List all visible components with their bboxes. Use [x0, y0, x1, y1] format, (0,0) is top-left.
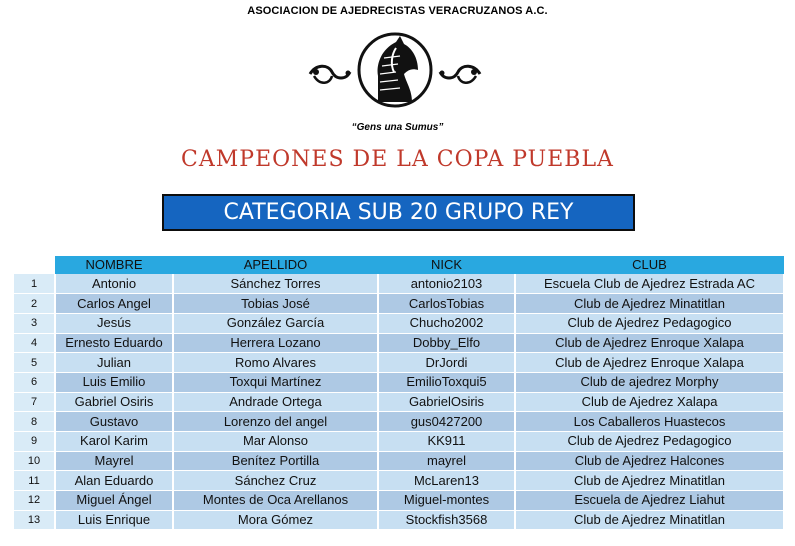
cell-nick: mayrel — [378, 451, 515, 471]
table-row — [14, 432, 784, 452]
cell-apellido: González García — [173, 313, 378, 333]
cell-nombre: Karol Karim — [55, 432, 173, 452]
cell-club: Club de Ajedrez Pedagogico — [515, 432, 784, 452]
cell-nombre: Carlos Angel — [55, 294, 173, 314]
cell-apellido: Toxqui Martínez — [173, 372, 378, 392]
table-row — [14, 491, 784, 511]
cell-club: Club de Ajedrez Minatitlan — [515, 294, 784, 314]
cell-nombre: Gustavo — [55, 412, 173, 432]
cell-nick: EmilioToxqui5 — [378, 372, 515, 392]
column-header-nombre: NOMBRE — [55, 256, 173, 274]
cell-apellido: Benítez Portilla — [173, 451, 378, 471]
logo-area — [300, 30, 490, 125]
column-header-club: CLUB — [515, 256, 784, 274]
cell-index: 13 — [14, 510, 55, 530]
table-row — [14, 451, 784, 471]
cell-nick: GabrielOsiris — [378, 392, 515, 412]
cell-nombre: Miguel Ángel — [55, 491, 173, 511]
cell-club: Escuela de Ajedrez Liahut — [515, 491, 784, 511]
category-banner: CATEGORIA SUB 20 GRUPO REY — [162, 194, 635, 231]
cell-nombre: Alan Eduardo — [55, 471, 173, 491]
page-title: CAMPEONES DE LA COPA PUEBLA — [181, 147, 614, 172]
cell-index: 4 — [14, 333, 55, 353]
cell-apellido: Mar Alonso — [173, 432, 378, 452]
cell-nombre: Julian — [55, 353, 173, 373]
cell-nick: CarlosTobias — [378, 294, 515, 314]
table-row — [14, 412, 784, 432]
cell-club: Club de Ajedrez Pedagogico — [515, 313, 784, 333]
cell-apellido: Tobias José — [173, 294, 378, 314]
cell-club: Escuela Club de Ajedrez Estrada AC — [515, 274, 784, 294]
cell-index: 5 — [14, 353, 55, 373]
cell-apellido: Mora Gómez — [173, 510, 378, 530]
cell-nombre: Jesús — [55, 313, 173, 333]
cell-apellido: Romo Alvares — [173, 353, 378, 373]
column-header-apellido: APELLIDO — [173, 256, 378, 274]
cell-nick: Chucho2002 — [378, 313, 515, 333]
cell-index: 2 — [14, 294, 55, 314]
organization-name: ASOCIACION DE AJEDRECISTAS VERACRUZANOS A.C. — [247, 5, 548, 17]
table-row — [14, 313, 784, 333]
cell-nombre: Ernesto Eduardo — [55, 333, 173, 353]
cell-nombre: Luis Enrique — [55, 510, 173, 530]
cell-nick: antonio2103 — [378, 274, 515, 294]
cell-nombre: Gabriel Osiris — [55, 392, 173, 412]
table-row — [14, 372, 784, 392]
table-row — [14, 274, 784, 294]
cell-nombre: Mayrel — [55, 451, 173, 471]
cell-apellido: Herrera Lozano — [173, 333, 378, 353]
cell-index: 6 — [14, 372, 55, 392]
cell-index: 1 — [14, 274, 55, 294]
cell-index: 9 — [14, 432, 55, 452]
table-header-row — [14, 256, 784, 274]
cell-index: 10 — [14, 451, 55, 471]
cell-nick: Stockfish3568 — [378, 510, 515, 530]
cell-index: 7 — [14, 392, 55, 412]
cell-apellido: Andrade Ortega — [173, 392, 378, 412]
cell-nombre: Luis Emilio — [55, 372, 173, 392]
cell-nick: gus0427200 — [378, 412, 515, 432]
cell-club: Club de Ajedrez Halcones — [515, 451, 784, 471]
cell-club: Club de Ajedrez Enroque Xalapa — [515, 353, 784, 373]
right-scroll-ornament-icon — [440, 66, 481, 83]
cell-nick: Miguel-montes — [378, 491, 515, 511]
cell-index: 3 — [14, 313, 55, 333]
table-row — [14, 510, 784, 530]
cell-index: 8 — [14, 412, 55, 432]
cell-apellido: Sánchez Torres — [173, 274, 378, 294]
cell-nick: DrJordi — [378, 353, 515, 373]
cell-nick: McLaren13 — [378, 471, 515, 491]
column-header-nick: NICK — [378, 256, 515, 274]
cell-nick: KK911 — [378, 432, 515, 452]
cell-club: Club de Ajedrez Minatitlan — [515, 471, 784, 491]
cell-club: Club de Ajedrez Minatitlan — [515, 510, 784, 530]
cell-nombre: Antonio — [55, 274, 173, 294]
cell-club: Club de ajedrez Morphy — [515, 372, 784, 392]
table-row — [14, 471, 784, 491]
left-scroll-ornament-icon — [310, 66, 351, 83]
table-row — [14, 392, 784, 412]
index-column-header — [14, 256, 55, 274]
cell-apellido: Montes de Oca Arellanos — [173, 491, 378, 511]
table-row — [14, 353, 784, 373]
cell-index: 11 — [14, 471, 55, 491]
table-body — [14, 274, 784, 530]
chess-knight-logo-icon — [300, 30, 490, 125]
cell-club: Club de Ajedrez Enroque Xalapa — [515, 333, 784, 353]
cell-index: 12 — [14, 491, 55, 511]
table-row — [14, 333, 784, 353]
table-row — [14, 294, 784, 314]
champions-table — [14, 256, 785, 530]
cell-apellido: Sánchez Cruz — [173, 471, 378, 491]
cell-nick: Dobby_Elfo — [378, 333, 515, 353]
motto: “Gens una Sumus” — [351, 122, 444, 133]
cell-club: Club de Ajedrez Xalapa — [515, 392, 784, 412]
cell-apellido: Lorenzo del angel — [173, 412, 378, 432]
cell-club: Los Caballeros Huastecos — [515, 412, 784, 432]
